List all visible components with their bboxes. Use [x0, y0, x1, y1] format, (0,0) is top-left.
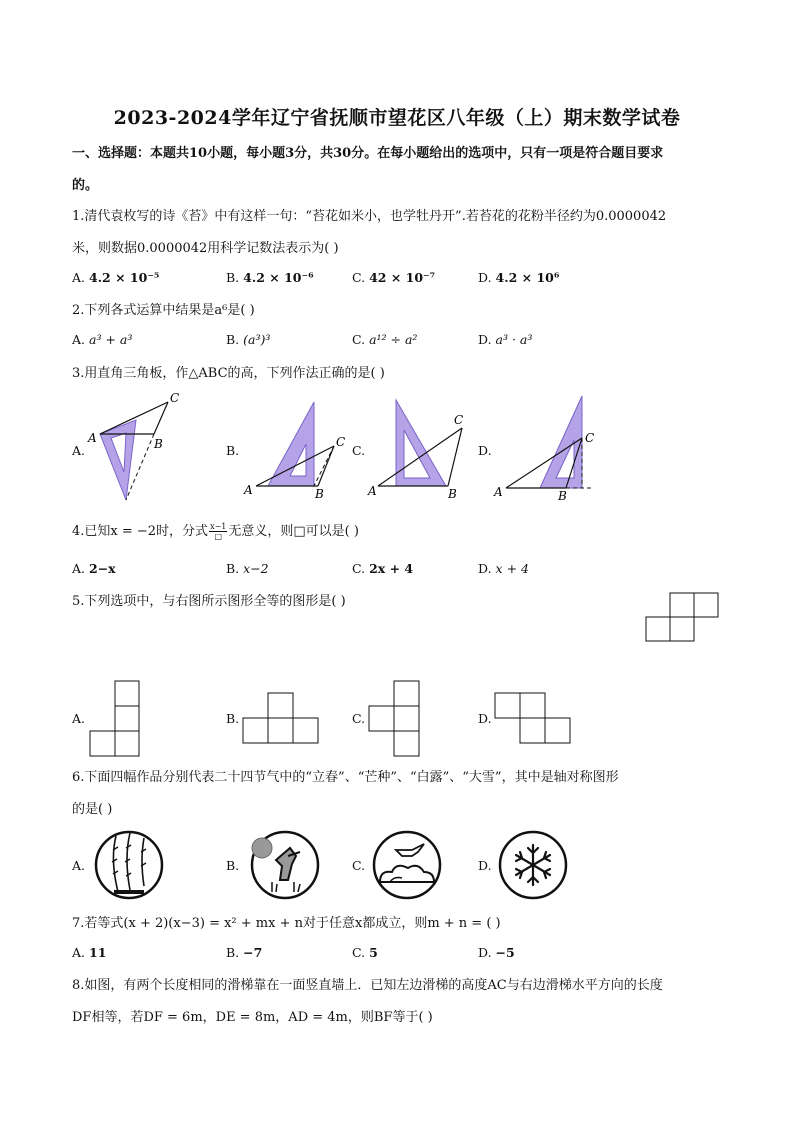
q1-stem-line2: 米，则数据0.0000042用科学记数法表示为( ) — [72, 241, 339, 256]
q2-stem: 2.下列各式运算中结果是a⁶是( ) — [72, 303, 255, 318]
q4-option-d[interactable]: D. x + 4 — [478, 561, 529, 576]
q7-option-a[interactable]: A. 11 — [72, 945, 107, 960]
q5-option-a-label[interactable]: A. — [72, 711, 86, 726]
q4-option-b[interactable]: B. x−2 — [226, 561, 269, 576]
q8-stem-line1: 8.如图，有两个长度相同的滑梯靠在一面竖直墙上．已知左边滑梯的高度AC与右边滑梯水平方向的长度 — [72, 978, 663, 993]
point-label-a: A — [88, 431, 97, 445]
q6-option-b-label[interactable]: B. — [226, 858, 240, 873]
q4-stem: 4.已知x = −2时，分式 $\frac{x-1}{□}$ 无意义，则□可以是( ) — [72, 522, 359, 541]
q3-option-c-label[interactable]: C. — [352, 443, 366, 458]
point-label-c: C — [585, 431, 595, 445]
point-label-b: B — [315, 487, 324, 501]
q6-stem-line2: 的是( ) — [72, 802, 113, 817]
q6-option-c-label[interactable]: C. — [352, 858, 366, 873]
q6-option-a-label[interactable]: A. — [72, 858, 86, 873]
q2-option-b[interactable]: B. (a³)³ — [226, 332, 271, 347]
point-label-a: A — [494, 485, 503, 499]
point-label-c: C — [454, 413, 464, 427]
q5-option-c-label[interactable]: C. — [352, 711, 366, 726]
bird-cloud-emblem-icon — [372, 830, 442, 900]
q6-stem-line1: 6.下面四幅作品分别代表二十四节气中的“立春”、“芒种”、“白露”、“大雪”，其中是轴对称图形 — [72, 770, 619, 785]
segment-bc — [318, 446, 334, 486]
q4-option-c[interactable]: C. 2x + 4 — [352, 561, 414, 576]
q2-option-a[interactable]: A. a³ + a³ — [72, 332, 133, 347]
willow-emblem-icon — [94, 830, 164, 900]
farmer-emblem-icon — [250, 830, 320, 900]
point-label-b: B — [558, 489, 567, 503]
q3-option-a-label[interactable]: A. — [72, 443, 86, 458]
q5-stem: 5.下列选项中，与右图所示图形全等的图形是( ) — [72, 594, 346, 609]
q3-figure-d — [494, 394, 614, 506]
snowflake-emblem-icon — [498, 830, 568, 900]
q2-option-c[interactable]: C. a¹² ÷ a² — [352, 332, 418, 347]
point-label-c: C — [336, 435, 346, 449]
q7-stem: 7.若等式(x + 2)(x−3) = x² + mx + n对于任意x都成立，则m + n = ( ) — [72, 916, 501, 931]
q7-option-c[interactable]: C. 5 — [352, 945, 378, 960]
q3-figure-c — [368, 400, 478, 504]
q6-option-d-label[interactable]: D. — [478, 858, 492, 873]
q5-option-b-label[interactable]: B. — [226, 711, 240, 726]
q5-option-d-figure — [494, 692, 574, 744]
q4-fraction: $\frac{x-1}{□}$ — [210, 522, 227, 541]
q8-stem-line2: DF相等，若DF = 6m，DE = 8m，AD = 4m，则BF等于( ) — [72, 1010, 433, 1025]
q5-option-d-label[interactable]: D. — [478, 711, 492, 726]
q1-option-b[interactable]: B. 4.2 × 10⁻⁶ — [226, 270, 314, 285]
q1-stem-line1: 1.清代袁枚写的诗《苔》中有这样一句：“苔花如米小，也学牡丹开”.若苔花的花粉半径约为0.0000042 — [72, 209, 667, 224]
point-label-b: B — [154, 437, 163, 451]
segment-bc — [154, 402, 168, 434]
q1-option-c[interactable]: C. 42 × 10⁻⁷ — [352, 270, 436, 285]
q1-option-a[interactable]: A. 4.2 × 10⁻⁵ — [72, 270, 160, 285]
q3-option-d-label[interactable]: D. — [478, 443, 492, 458]
q2-option-d[interactable]: D. a³ · a³ — [478, 332, 533, 347]
q5-option-b-figure — [242, 692, 320, 744]
point-label-a: A — [244, 483, 253, 497]
q4-option-a[interactable]: A. 2−x — [72, 561, 116, 576]
q5-option-a-figure — [89, 680, 141, 758]
q3-stem: 3.用直角三角板，作△ABC的高，下列作法正确的是( ) — [72, 366, 385, 381]
section-instruction-line2: 的。 — [72, 178, 99, 193]
point-label-b: B — [448, 487, 457, 501]
q1-option-d[interactable]: D. 4.2 × 10⁶ — [478, 270, 560, 285]
point-label-c: C — [170, 391, 180, 405]
q3-figure-b — [240, 396, 365, 504]
section-instruction-line1: 一、选择题：本题共10小题，每小题3分，共30分。在每小题给出的选项中，只有一项是符合题目要求 — [72, 146, 664, 161]
q3-option-b-label[interactable]: B. — [226, 443, 240, 458]
q5-reference-figure — [646, 592, 720, 642]
q7-option-d[interactable]: D. −5 — [478, 945, 515, 960]
point-label-a: A — [368, 484, 377, 498]
q5-option-c-figure — [368, 680, 422, 758]
q7-option-b[interactable]: B. −7 — [226, 945, 263, 960]
exam-title: 2023-2024学年辽宁省抚顺市望花区八年级（上）期末数学试卷 — [113, 107, 681, 129]
q3-figure-a — [86, 390, 196, 505]
